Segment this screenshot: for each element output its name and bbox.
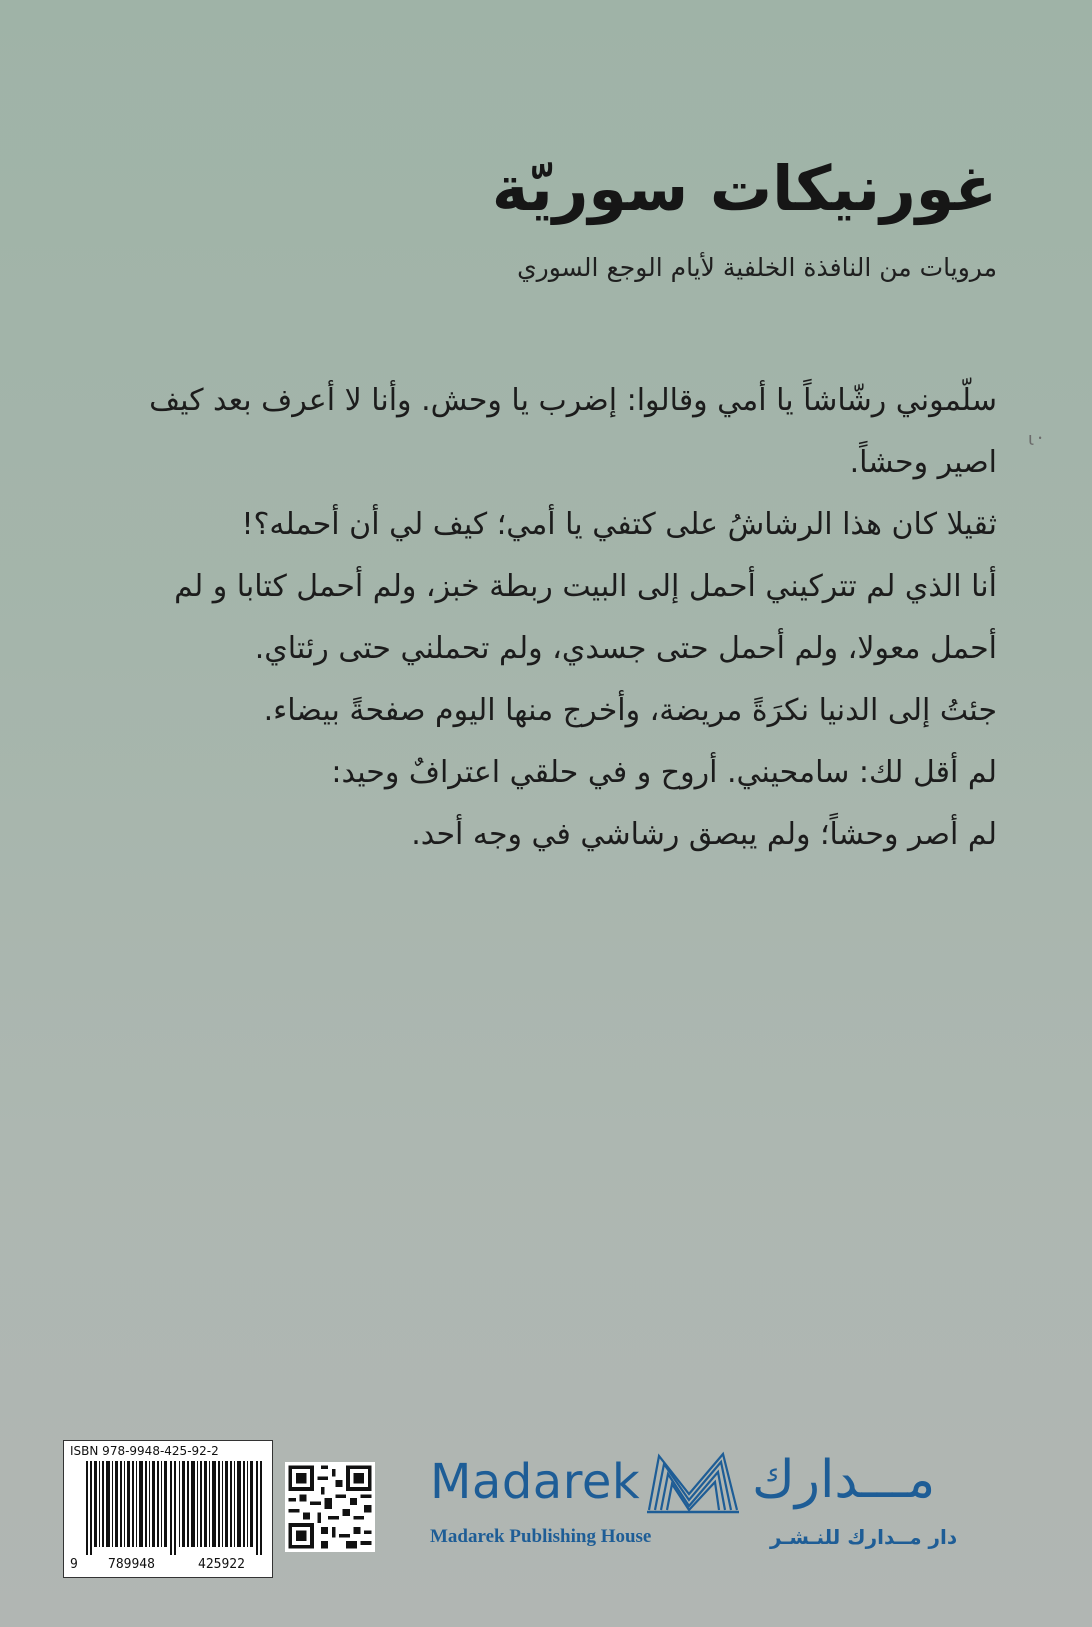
blurb bbox=[67, 370, 997, 866]
blurb-line: لم أصر وحشاً؛ ولم يبصق رشاشي في وجه أحد. bbox=[411, 817, 997, 852]
blurb-line: ثقيلا كان هذا الرشاشُ على كتفي يا أمي؛ كيف لي أن أحمله؟! bbox=[241, 507, 997, 542]
publisher-name-latin: Madarek bbox=[430, 1454, 641, 1510]
blurb-line: لم أقل لك: سامحيني. أروح و في حلقي اعترافٌ وحيد: bbox=[331, 755, 997, 790]
publisher-house-english: Madarek Publishing House bbox=[430, 1526, 652, 1547]
barcode-digit-lead: 9 bbox=[70, 1557, 78, 1572]
barcode-digits-right: 425922 bbox=[198, 1557, 245, 1572]
isbn-label: ISBN 978-9948-425-92-2 bbox=[70, 1444, 219, 1458]
blurb-line: سلّموني رشّاشاً يا أمي وقالوا: إضرب يا وحش. وأنا لا أعرف بعد كيف bbox=[149, 383, 997, 418]
publisher-name-arabic: مـــدارك bbox=[752, 1450, 936, 1510]
blurb-line: أنا الذي لم تتركيني أحمل إلى البيت ربطة خبز، ولم أحمل كتابا و لم bbox=[174, 569, 997, 604]
barcode-digits-left: 789948 bbox=[108, 1557, 155, 1572]
blurb-line: أحمل معولا، ولم أحمل حتى جسدي، ولم تحملني حتى رئتاي. bbox=[254, 631, 997, 666]
barcode-icon bbox=[86, 1461, 264, 1555]
publisher-house-arabic: دار مــدارك للنـشـر bbox=[770, 1525, 958, 1549]
qr-code-icon bbox=[285, 1462, 375, 1552]
publisher-logo bbox=[430, 1450, 1000, 1565]
madarek-m-logo-icon bbox=[645, 1450, 741, 1514]
isbn-barcode-block bbox=[63, 1440, 273, 1578]
book-subtitle: مرويات من النافذة الخلفية لأيام الوجع السوري bbox=[517, 253, 997, 282]
scuff-mark: ι᠂ bbox=[1028, 429, 1042, 450]
blurb-line: جئتُ إلى الدنيا نكرَةً مريضة، وأخرج منها اليوم صفحةً بيضاء. bbox=[263, 693, 997, 728]
book-title: غورنيكات سوريّة bbox=[491, 152, 997, 225]
blurb-line: اصير وحشاً. bbox=[849, 445, 997, 480]
barcode-digits bbox=[68, 1557, 268, 1573]
